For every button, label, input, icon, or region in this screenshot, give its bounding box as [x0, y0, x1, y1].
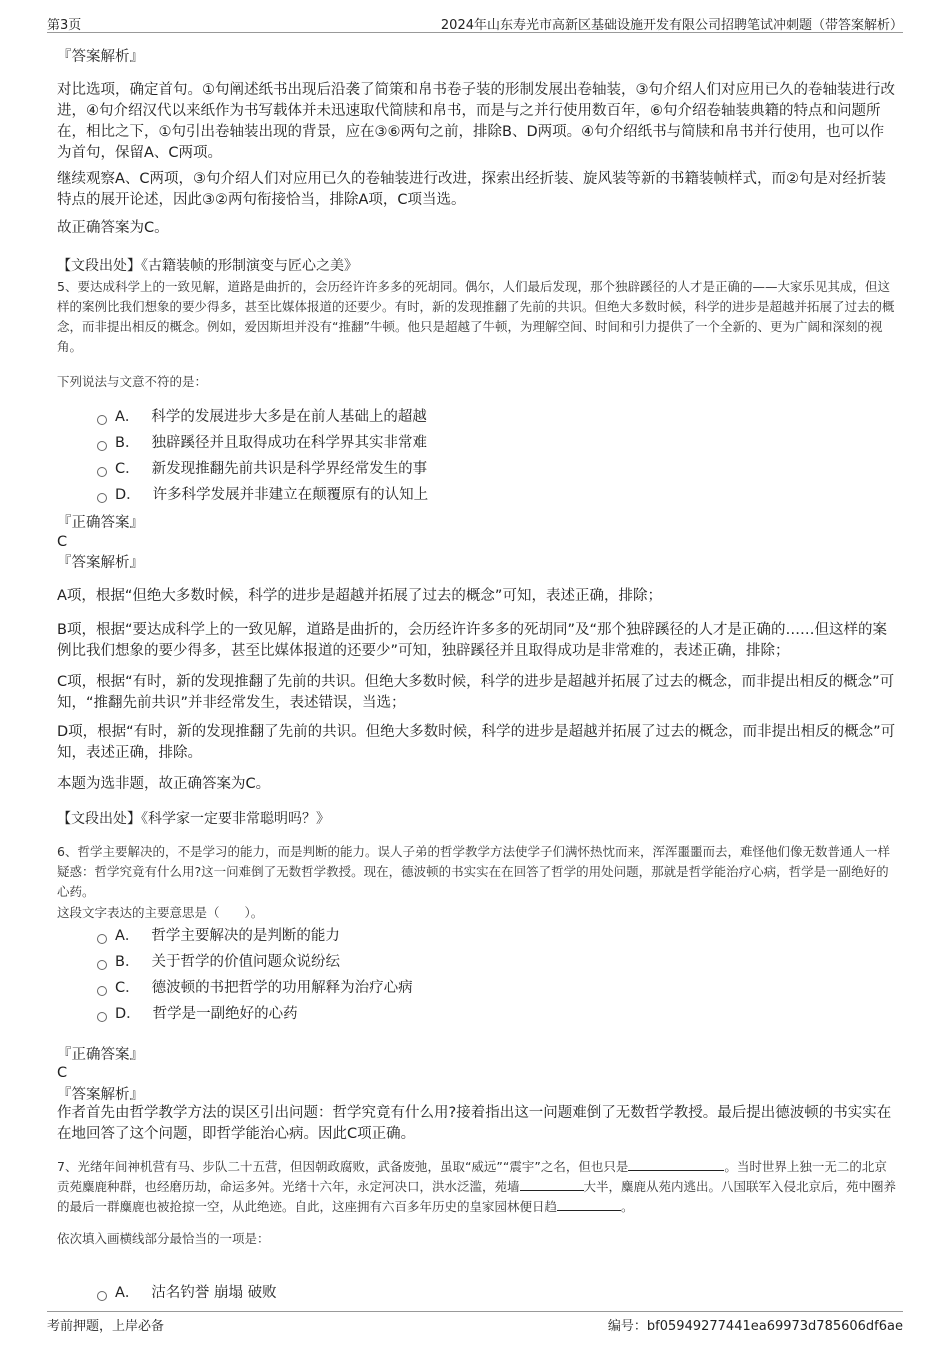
q5-conclusion: 本题为选非题，故正确答案为C。	[57, 776, 271, 792]
q6-option-b[interactable]: B． 关于哲学的价值问题众说纷纭	[97, 951, 340, 973]
radio-icon[interactable]	[97, 986, 107, 996]
fill-blank-1	[628, 1158, 724, 1171]
q5-answer: C	[57, 534, 68, 550]
page-header	[47, 14, 903, 33]
footer-slogan: 考前押题，上岸必备	[47, 1319, 165, 1334]
radio-icon[interactable]	[97, 1291, 107, 1301]
q6-answer: C	[57, 1065, 68, 1081]
page-footer	[47, 1311, 903, 1334]
radio-icon[interactable]	[97, 493, 107, 503]
q6-option-d[interactable]: D． 哲学是一副绝好的心药	[97, 1003, 298, 1025]
q5-analysis-c: C项，根据“有时，新的发现推翻了先前的共识。但绝大多数时候，科学的进步是超越并拓展了过去的概念，而非提出相反的概念”可知，“推翻先前共识”并非经常发生，表述错误，当选；	[57, 674, 895, 711]
radio-icon[interactable]	[97, 467, 107, 477]
q5-analysis-a: A项，根据“但绝大多数时候，科学的进步是超越并拓展了过去的概念”可知，表述正确，排除；	[57, 588, 662, 604]
q5-analysis-label: 『答案解析』	[57, 555, 144, 571]
q4-analysis-para2: 继续观察A、C两项，③句介绍人们对应用已久的卷轴装进行改进，探索出经折装、旋风装等新的书籍装帧样式，而②句是对经折装特点的展开论述，因此③②两句衔接恰当，排除A项，C项当选。	[57, 171, 887, 208]
q5-source: 【文段出处】《科学家一定要非常聪明吗？》	[57, 811, 330, 827]
q6-option-c[interactable]: C． 德波顿的书把哲学的功用解释为治疗心病	[97, 977, 413, 999]
q7-option-a[interactable]: A． 沽名钓誉 崩塌 破败	[97, 1282, 277, 1304]
q6-analysis-label: 『答案解析』	[57, 1087, 144, 1103]
q4-source: 【文段出处】《古籍装帧的形制演变与匠心之美》	[57, 258, 358, 274]
fill-blank-3	[557, 1198, 621, 1211]
q5-option-c[interactable]: C． 新发现推翻先前共识是科学界经常发生的事	[97, 458, 427, 480]
q4-analysis-label: 『答案解析』	[57, 49, 144, 65]
q4-conclusion: 故正确答案为C。	[57, 220, 169, 236]
q5-stem: 5、要达成科学上的一致见解，道路是曲折的，会历经许许多多的死胡同。偶尔，人们最后发现，那个独辟蹊径的人才是正确的——大家乐见其成，但这样的案例比我们想象的要少得多，甚至比媒体报道的还要少。有时，新的发现推翻了先前的共识。但绝大多数时候，科学的进步是超越并拓展了过去的概念，而非提出相反的概念。例如，爱因斯坦并没有“推翻”牛顿。他只是超越了牛顿，为理解空间、时间和引力提供了一个全新的、更为广阔和深刻的视角。	[57, 279, 895, 354]
q7-stem: 7、光绪年间神机营有马、步队二十五营，但因朝政腐败，武备废弛，虽取“威远”“震宇”之名，但也只是 。当时世界上独一无二的北京贡苑麋鹿种群，也经磨历劫，命运多舛。光绪十六年，永定河决口，洪水泛滥，苑墙 大半，麋鹿从苑内逃出。八国联军入侵北京后，苑中圈养的最后一群麋鹿也被抢掠一空，从此绝迹。自此，这座拥有六百多年历史的皇家园林便日趋 。	[57, 1159, 897, 1214]
q7-question: 依次填入画横线部分最恰当的一项是：	[57, 1231, 270, 1246]
q6-question: 这段文字表达的主要意思是（ ）。	[57, 905, 264, 920]
page-number: 第3页	[47, 18, 82, 33]
q5-analysis-d: D项，根据“有时，新的发现推翻了先前的共识。但绝大多数时候，科学的进步是超越并拓展了过去的概念，而非提出相反的概念”可知，表述正确，排除。	[57, 724, 896, 761]
q4-analysis-para1: 对比选项，确定首句。①句阐述纸书出现后沿袭了简策和帛书卷子装的形制发展出卷轴装，③句介绍人们对应用已久的卷轴装进行改进，④句介绍汉代以来纸作为书写载体并未迅速取代简牍和帛书，而是与之并行使用数百年，⑥句介绍卷轴装典籍的特点和问题所在，相比之下，①句引出卷轴装出现的背景，应在③⑥两句之前，排除B、D两项。④句介绍纸书与简牍和帛书并行使用，也可以作为首句，保留A、C两项。	[57, 82, 895, 161]
q6-answer-label: 『正确答案』	[57, 1047, 144, 1063]
q5-answer-label: 『正确答案』	[57, 515, 144, 531]
q5-option-b[interactable]: B． 独辟蹊径并且取得成功在科学界其实非常难	[97, 432, 427, 454]
q6-option-a[interactable]: A． 哲学主要解决的是判断的能力	[97, 925, 340, 947]
document-id: 编号：bf05949277441ea69973d785606df6ae	[607, 1319, 903, 1334]
q5-option-a[interactable]: A． 科学的发展进步大多是在前人基础上的超越	[97, 406, 427, 428]
radio-icon[interactable]	[97, 441, 107, 451]
q5-question: 下列说法与文意不符的是：	[57, 374, 208, 389]
q5-option-d[interactable]: D． 许多科学发展并非建立在颠覆原有的认知上	[97, 484, 428, 506]
radio-icon[interactable]	[97, 960, 107, 970]
radio-icon[interactable]	[97, 934, 107, 944]
radio-icon[interactable]	[97, 415, 107, 425]
document-title: 2024年山东寿光市高新区基础设施开发有限公司招聘笔试冲刺题（带答案解析）	[440, 18, 903, 33]
fill-blank-2	[520, 1178, 584, 1191]
radio-icon[interactable]	[97, 1012, 107, 1022]
q6-analysis: 作者首先由哲学教学方法的误区引出问题：哲学究竟有什么用?接着指出这一问题难倒了无数哲学教授。最后提出德波顿的书实实在在地回答了这个问题，即哲学能治心病。因此C项正确。	[57, 1105, 892, 1142]
q5-analysis-b: B项，根据“要达成科学上的一致见解，道路是曲折的，会历经许许多多的死胡同”及“那个独辟蹊径的人才是正确的……但这样的案例比我们想象的要少得多，甚至比媒体报道的还要少”可知，独辟蹊径并且取得成功是非常难的，表述正确，排除；	[57, 622, 887, 659]
q6-stem: 6、哲学主要解决的，不是学习的能力，而是判断的能力。误人子弟的哲学教学方法使学子们满怀热忱而来，浑浑噩噩而去，难怪他们像无数普通人一样疑惑：哲学究竟有什么用?这一问难倒了无数哲学教授。现在，德波顿的书实实在在回答了哲学的用处问题，那就是哲学能治疗心病，哲学是一副绝好的心药。	[57, 844, 890, 899]
